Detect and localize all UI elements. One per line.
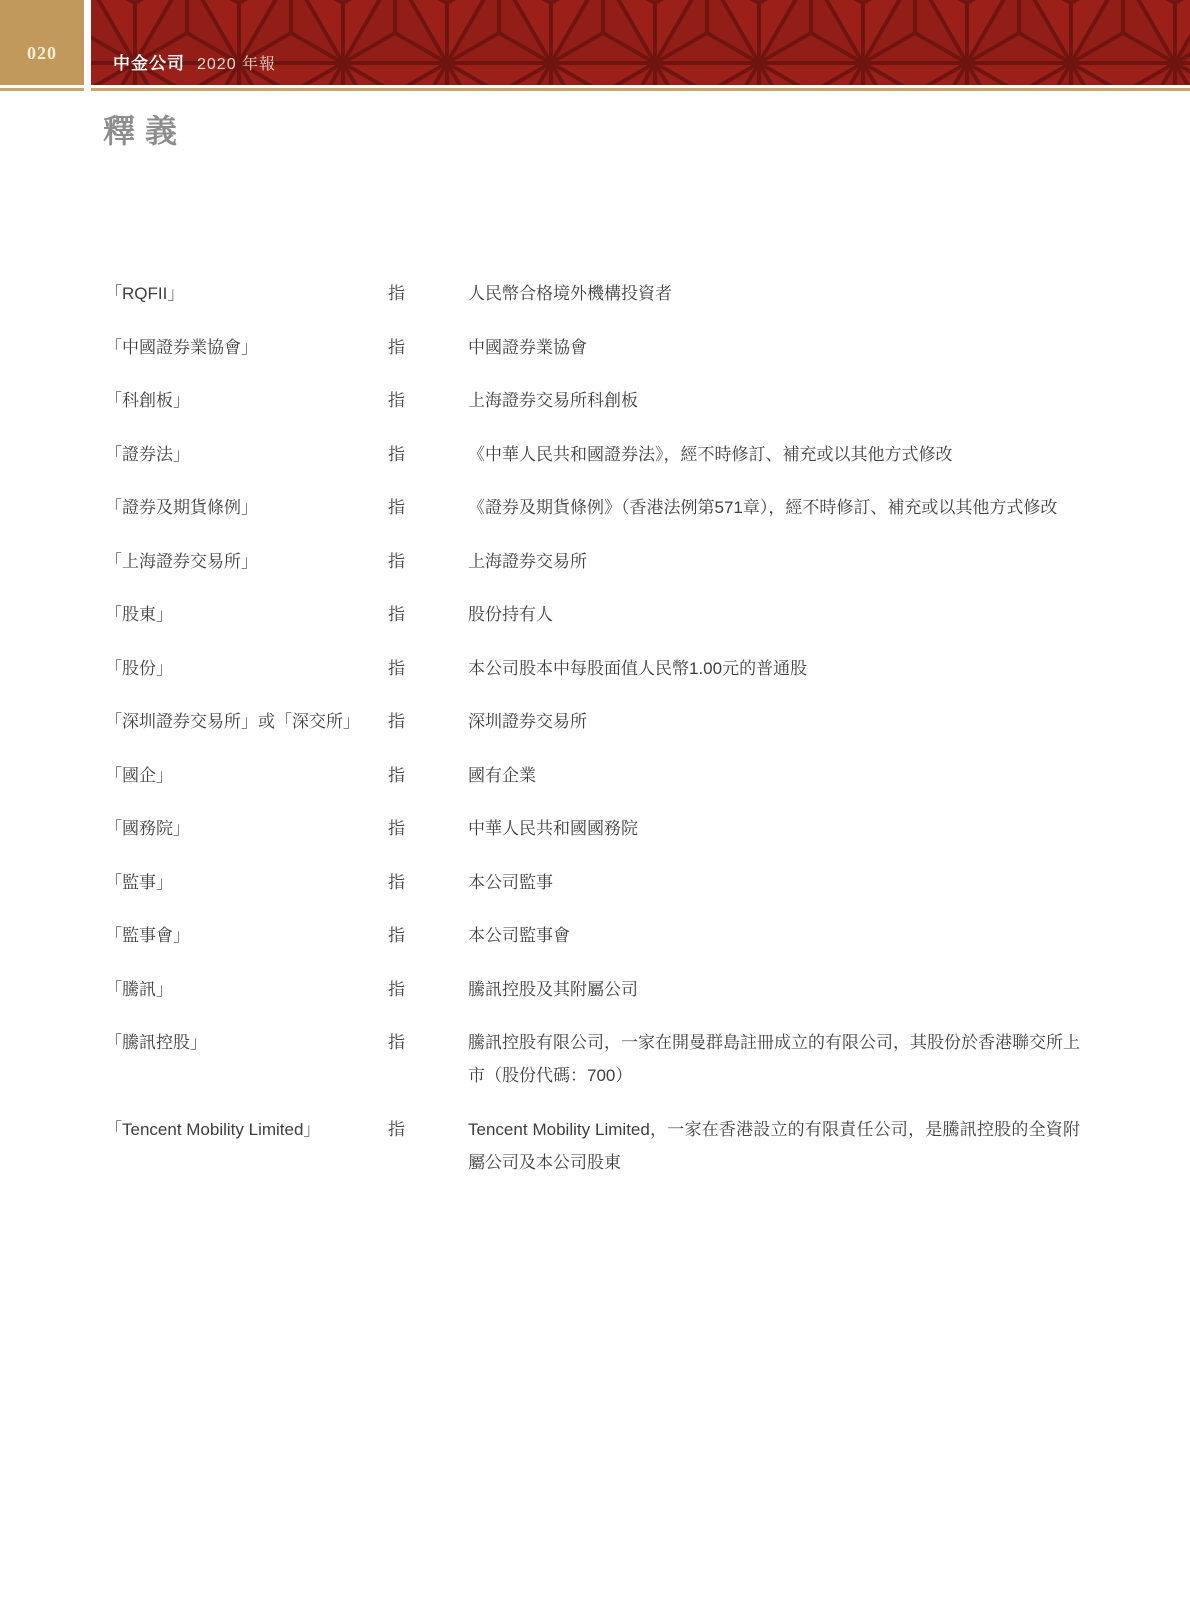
header-banner bbox=[91, 0, 1190, 85]
table-row bbox=[105, 598, 1080, 631]
connector-cell: 指 bbox=[388, 819, 405, 838]
definition-cell: 中國證券業協會 bbox=[468, 337, 587, 357]
definition-cell: 本公司監事會 bbox=[468, 926, 570, 945]
connector-cell: 指 bbox=[388, 926, 405, 945]
definition-cell: 《中華人民共和國證券法》，經不時修訂、補充或以其他方式修改 bbox=[468, 444, 953, 464]
table-row bbox=[105, 384, 1080, 417]
gold-rule bbox=[0, 88, 84, 91]
connector-cell: 指 bbox=[388, 391, 405, 410]
definition-cell: Tencent Mobility Limited，一家在香港設立的有限責任公司，是騰訊控股的全資附屬公司及本公司股東 bbox=[468, 1119, 1080, 1172]
definition-cell: 國有企業 bbox=[468, 765, 536, 785]
connector-cell: 指 bbox=[388, 765, 405, 785]
table-row bbox=[105, 331, 1080, 364]
report-edition: 2020 年報 bbox=[197, 56, 277, 73]
connector-cell: 指 bbox=[388, 1119, 405, 1139]
definition-cell: 深圳證券交易所 bbox=[468, 712, 587, 731]
definitions-list bbox=[105, 277, 1080, 1199]
page-number: 020 bbox=[27, 43, 57, 63]
connector-cell: 指 bbox=[388, 712, 405, 731]
connector-cell: 指 bbox=[388, 551, 405, 571]
term-cell: 「騰訊控股」 bbox=[105, 1033, 207, 1052]
term-cell: 「監事會」 bbox=[105, 926, 190, 945]
connector-cell: 指 bbox=[388, 605, 405, 624]
term-cell: 「Tencent Mobility Limited」 bbox=[105, 1119, 321, 1139]
table-row bbox=[105, 491, 1080, 524]
table-row bbox=[105, 438, 1080, 471]
report-brand: 中金公司 bbox=[113, 54, 185, 73]
table-row bbox=[105, 1113, 1080, 1179]
definition-cell: 中華人民共和國國務院 bbox=[468, 819, 638, 838]
connector-cell: 指 bbox=[388, 284, 405, 303]
table-row bbox=[105, 812, 1080, 845]
table-row bbox=[105, 1026, 1080, 1092]
header-gold-block bbox=[0, 0, 84, 85]
term-cell: 「證券及期貨條例」 bbox=[105, 498, 258, 517]
definition-cell: 人民幣合格境外機構投資者 bbox=[468, 284, 672, 303]
term-cell: 「中國證券業協會」 bbox=[105, 337, 258, 357]
banner-text bbox=[113, 49, 276, 74]
table-row bbox=[105, 277, 1080, 310]
table-row bbox=[105, 759, 1080, 792]
table-row bbox=[105, 973, 1080, 1006]
term-cell: 「股東」 bbox=[105, 605, 173, 624]
term-cell: 「上海證券交易所」 bbox=[105, 551, 258, 571]
table-row bbox=[105, 919, 1080, 952]
gold-rule bbox=[91, 88, 1190, 91]
table-row bbox=[105, 652, 1080, 685]
connector-cell: 指 bbox=[388, 872, 405, 892]
connector-cell: 指 bbox=[388, 1033, 405, 1052]
table-row bbox=[105, 705, 1080, 738]
definition-cell: 股份持有人 bbox=[468, 605, 553, 624]
definition-cell: 上海證券交易所 bbox=[468, 551, 587, 571]
term-cell: 「國務院」 bbox=[105, 819, 190, 838]
term-cell: 「深圳證券交易所」或「深交所」 bbox=[105, 712, 360, 731]
page-title: 釋義 bbox=[103, 113, 188, 149]
definition-cell: 騰訊控股及其附屬公司 bbox=[468, 979, 638, 999]
term-cell: 「監事」 bbox=[105, 872, 173, 892]
table-row bbox=[105, 545, 1080, 578]
connector-cell: 指 bbox=[388, 444, 405, 464]
connector-cell: 指 bbox=[388, 979, 405, 999]
definition-cell: 本公司股本中每股面值人民幣1.00元的普通股 bbox=[468, 658, 808, 678]
term-cell: 「騰訊」 bbox=[105, 979, 173, 999]
term-cell: 「科創板」 bbox=[105, 391, 190, 410]
connector-cell: 指 bbox=[388, 658, 405, 678]
term-cell: 「國企」 bbox=[105, 765, 173, 785]
definition-cell: 騰訊控股有限公司，一家在開曼群島註冊成立的有限公司，其股份於香港聯交所上市（股份代碼：700） bbox=[468, 1033, 1080, 1085]
definition-cell: 上海證券交易所科創板 bbox=[468, 391, 638, 410]
definition-cell: 本公司監事 bbox=[468, 872, 553, 892]
connector-cell: 指 bbox=[388, 498, 405, 517]
connector-cell: 指 bbox=[388, 337, 405, 357]
definition-cell: 《證券及期貨條例》（香港法例第571章），經不時修訂、補充或以其他方式修改 bbox=[468, 498, 1058, 517]
term-cell: 「股份」 bbox=[105, 658, 173, 678]
term-cell: 「證券法」 bbox=[105, 444, 190, 464]
table-row bbox=[105, 866, 1080, 899]
term-cell: 「RQFII」 bbox=[105, 284, 185, 303]
